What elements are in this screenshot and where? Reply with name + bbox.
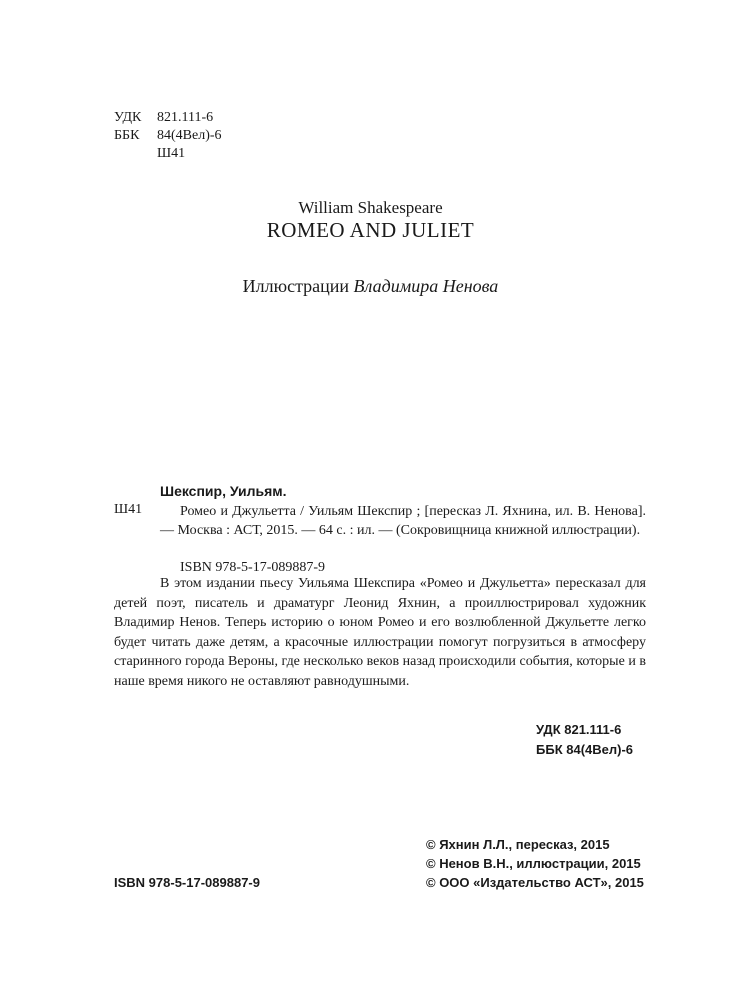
annotation-paragraph: В этом издании пьесу Уильяма Шекспира «Ромео и Джульетта» пересказал для детей поэт, писатель и драматург Леонид Яхнин, а проиллюстрировал художник Владимир Ненов. Теперь историю о юном Ромео и его возлюбленной Джульетте легко будет читать даже детям, а красочные иллюстрации помогут погрузиться в атмосферу старинного города Вероны, где несколько веков назад происходили события, которые и в наше время никого не оставляют равнодушными. — [114, 576, 646, 689]
bbk-label: ББК — [114, 128, 140, 143]
bbk-row — [114, 127, 222, 145]
biblio-isbn: ISBN 978-5-17-089887-9 — [180, 560, 326, 575]
author-code: Ш41 — [157, 146, 186, 161]
udk-row — [114, 109, 213, 127]
bottom-bbk: ББК 84(4Вел)-6 — [536, 742, 634, 757]
copyright-line: © ООО «Издательство АСТ», 2015 — [426, 875, 644, 890]
book-title-english: ROMEO AND JULIET — [266, 218, 475, 242]
biblio-heading: Шекспир, Уильям. — [160, 483, 287, 499]
illustrations-prefix: Иллюстрации — [242, 276, 350, 296]
isbn-bottom: ISBN 978-5-17-089887-9 — [114, 875, 260, 890]
udk-label: УДК — [114, 110, 142, 125]
illustrator-name: Владимира Ненова — [353, 276, 499, 296]
bottom-udk: УДК 821.111-6 — [536, 722, 622, 737]
copyright-line: © Яхнин Л.Л., пересказ, 2015 — [426, 837, 610, 852]
author-english: William Shakespeare — [298, 198, 443, 217]
udk-value: 821.111-6 — [157, 110, 214, 125]
bbk-value: 84(4Вел)-6 — [157, 128, 222, 143]
biblio-description: Ромео и Джульетта / Уильям Шекспир ; [пересказ Л. Яхнина, ил. В. Ненова]. — Москва : АСТ, 2015. — 64 с. : ил. — (Сокровищница книжной иллюстрации). — [160, 504, 646, 539]
illustrations-credit — [0, 276, 741, 297]
biblio-code: Ш41 — [114, 502, 143, 517]
copyright-line: © Ненов В.Н., иллюстрации, 2015 — [426, 856, 641, 871]
